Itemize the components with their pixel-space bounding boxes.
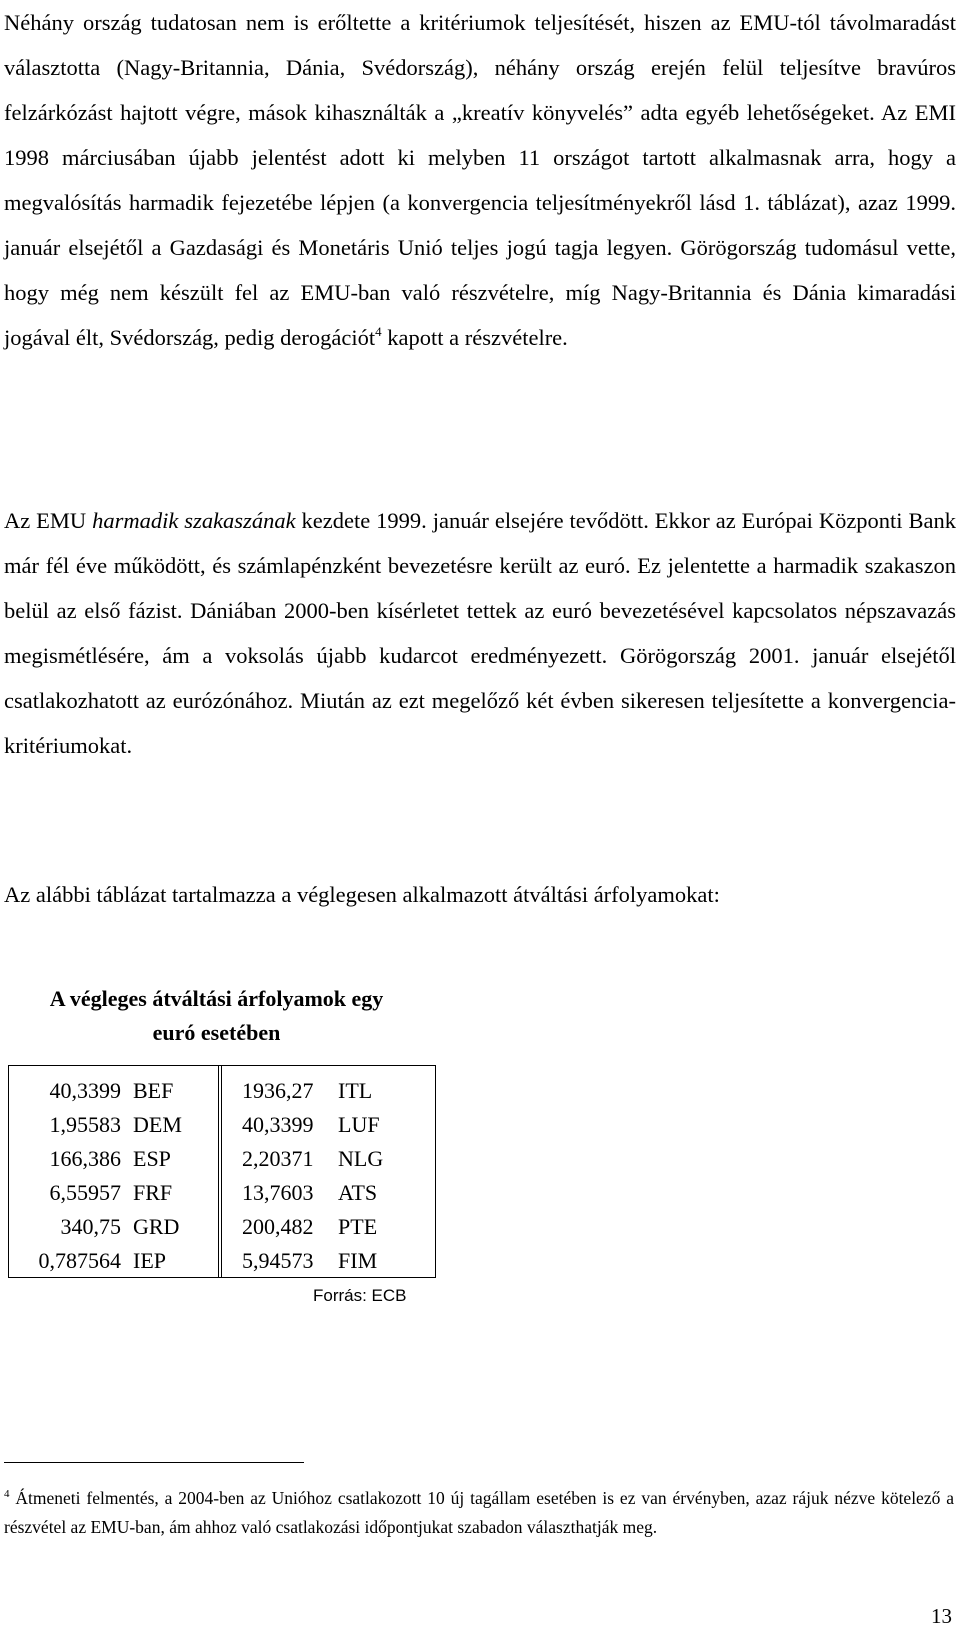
table-row [222,1108,435,1142]
rate-cell: 13,7603 [242,1180,314,1205]
paragraph-convergence [4,0,956,360]
footnote-reference: 4 [375,324,382,339]
currency-cell: GRD [133,1214,180,1239]
rate-cell: 0,787564 [38,1248,121,1273]
page-number: 13 [931,1604,952,1628]
footnote-text: Átmeneti felmentés, a 2004-ben az Unióhoz csatlakozott 10 új tagállam esetében is ez van érvényben, azaz rájuk nézve kötelező a részvétel az EMU-ban, ám ahhoz való csatlakozási időpontjukat szabadon választhatják meg. [4,1488,954,1537]
rate-cell: 1,95583 [49,1112,121,1137]
table-source: Forrás: ECB [313,1286,407,1305]
paragraph-table-intro: Az alábbi táblázat tartalmazza a véglegesen alkalmazott átváltási árfolyamokat: [4,882,720,907]
conversion-rates-table [8,1065,436,1278]
rate-cell: 40,3399 [49,1078,121,1103]
currency-cell: DEM [133,1112,182,1137]
table-title [4,982,429,1050]
paragraph-text: Néhány ország tudatosan nem is erőltette a kritériumok teljesítését, hiszen az EMU-tól távolmaradást választotta (Nagy-Britannia, Dánia, Svédország), néhány ország erején felül teljesítve bravúros felzárkózást hajtott végre, mások kihasználták a „kreatív könyvelés” adta egyéb lehetőségeket. Az EMI 1998 márciusában újabb jelentést adott ki melyben 11 országot tartott alkalmasnak arra, hogy a megvalósítás harmadik fejezetébe lépjen (a konvergencia teljesítményekről lásd 1. táblázat), azaz 1999. január elsejétől a Gazdasági és Monetáris Unió teljes jogú tagja legyen. Görögország tudomásul vette, hogy még nem készült fel az EMU-ban való részvételre, míg Nagy-Britannia és Dánia kimaradási jogával élt, Svédország, pedig derogációt [4,10,956,350]
table-row [9,1108,218,1142]
table-row [9,1244,218,1278]
currency-cell: IEP [133,1248,166,1273]
table-row [9,1074,218,1108]
currency-cell: ATS [338,1180,378,1205]
currency-cell: BEF [133,1078,174,1103]
rate-cell: 166,386 [49,1146,121,1171]
table-row [9,1210,218,1244]
currency-cell: FRF [133,1180,173,1205]
footnote-marker: 4 [4,1488,10,1500]
table-title-line: A végleges átváltási árfolyamok egy [49,986,384,1011]
rate-cell: 2,20371 [242,1146,314,1171]
rate-cell: 200,482 [242,1214,314,1239]
currency-cell: FIM [338,1248,378,1273]
currency-cell: ESP [133,1146,171,1171]
rate-cell: 6,55957 [49,1180,121,1205]
currency-cell: ITL [338,1078,373,1103]
table-row [222,1142,435,1176]
table-column-right [222,1066,435,1277]
paragraph-text: kapott a részvételre. [381,325,568,350]
rate-cell: 40,3399 [242,1112,314,1137]
table-row [222,1244,435,1278]
table-row [222,1074,435,1108]
rate-cell: 5,94573 [242,1248,314,1273]
paragraph-text: Az EMU [4,508,93,533]
footnote-divider [4,1462,304,1463]
currency-cell: LUF [338,1112,380,1137]
footnote [4,1484,954,1542]
table-row [9,1142,218,1176]
rate-cell: 1936,27 [242,1078,314,1103]
currency-cell: NLG [338,1146,384,1171]
table-row [9,1176,218,1210]
italic-phrase: harmadik szakaszának [92,508,296,533]
paragraph-third-stage [4,498,956,768]
paragraph-text: kezdete 1999. január elsejére tevődött. Ekkor az Európai Központi Bank már fél éve működött, és számlapénzként bevezetésre került az euró. Ez jelentette a harmadik szakaszon belül az első fázist. Dániában 2000-ben kísérletet tettek az euró bevezetésével kapcsolatos népszavazás megismétlésére, ám a voksolás újabb kudarcot eredményezett. Görögország 2001. január elsejétől csatlakozhatott az eurózónához. Miután az ezt megelőző két évben sikeresen teljesítette a konvergencia-kritériumokat. [4,508,956,758]
currency-cell: PTE [338,1214,378,1239]
table-row [222,1176,435,1210]
rate-cell: 340,75 [60,1214,121,1239]
table-column-left [9,1066,222,1277]
table-title-line: euró esetében [152,1020,281,1045]
table-row [222,1210,435,1244]
